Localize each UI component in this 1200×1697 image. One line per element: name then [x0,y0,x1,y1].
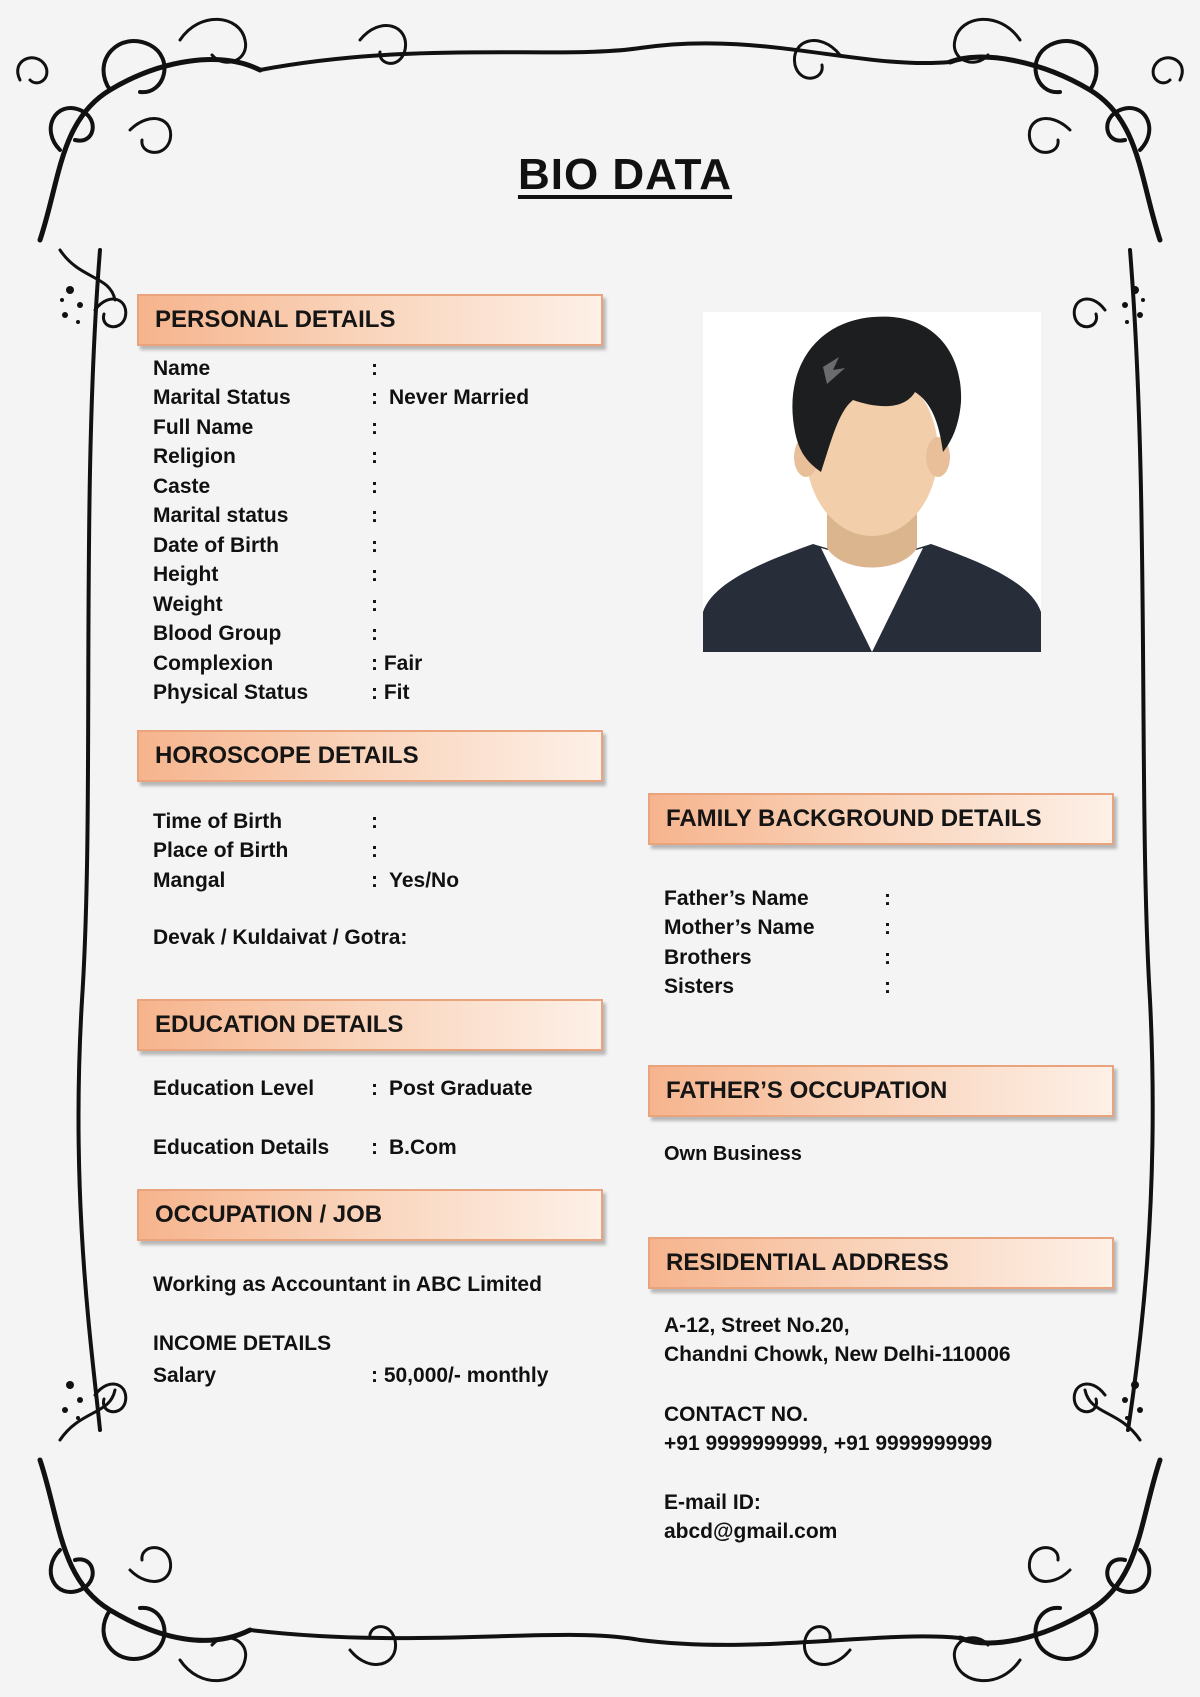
person-avatar-icon [703,312,1041,652]
profile-photo [703,312,1041,652]
education-details-list [153,1074,533,1104]
education-details-list-2 [153,1133,457,1163]
email-title: E-mail ID: [664,1491,761,1514]
personal-details-list [153,354,529,708]
list-item: Complexion : Fair [153,651,423,675]
list-item: Mangal : Yes/No [153,868,460,892]
list-item: Marital status : [153,504,378,528]
residential-address-header: RESIDENTIAL ADDRESS [648,1237,1114,1289]
list-item: Mother’s Name : [664,916,891,940]
contact-title: CONTACT NO. [664,1403,809,1426]
list-item: Brothers : [664,945,891,969]
list-item: Full Name : [153,415,378,439]
family-details-list [664,884,902,1002]
list-item: Weight : [153,592,378,616]
email-value: abcd@gmail.com [664,1520,838,1543]
list-item: Height : [153,563,378,587]
horoscope-details-list [153,807,459,896]
gotra-label: Devak / Kuldaivat / Gotra: [153,926,408,949]
occupation-header: OCCUPATION / JOB [137,1189,603,1241]
list-item: Education Details : B.Com [153,1135,457,1159]
father-occupation-text: Own Business [664,1143,802,1165]
contact-numbers: +91 9999999999, +91 9999999999 [664,1432,993,1455]
list-item: Date of Birth : [153,533,378,557]
income-title: INCOME DETAILS [153,1332,332,1355]
father-occupation-header: FATHER’S OCCUPATION [648,1065,1114,1117]
list-item: Place of Birth : [153,839,378,863]
horoscope-details-header: HOROSCOPE DETAILS [137,730,603,782]
list-item: Time of Birth : [153,809,378,833]
list-item: Blood Group : [153,622,378,646]
address-line-2: Chandni Chowk, New Delhi-110006 [664,1343,1011,1366]
list-item: Name : [153,356,378,380]
list-item: Physical Status : Fit [153,681,410,705]
list-item: Religion : [153,445,378,469]
education-details-header: EDUCATION DETAILS [137,999,603,1051]
list-item: Caste : [153,474,378,498]
list-item: Marital Status : Never Married [153,386,530,410]
list-item: Salary : 50,000/- monthly [153,1363,549,1387]
family-background-header: FAMILY BACKGROUND DETAILS [648,793,1114,845]
occupation-text: Working as Accountant in ABC Limited [153,1273,542,1296]
salary-row [153,1361,548,1391]
list-item: Father’s Name : [664,886,891,910]
list-item: Education Level : Post Graduate [153,1076,533,1100]
list-item: Sisters : [664,975,891,999]
personal-details-header: PERSONAL DETAILS [137,294,603,346]
address-line-1: A-12, Street No.20, [664,1314,850,1337]
page-title: BIO DATA [517,150,733,199]
